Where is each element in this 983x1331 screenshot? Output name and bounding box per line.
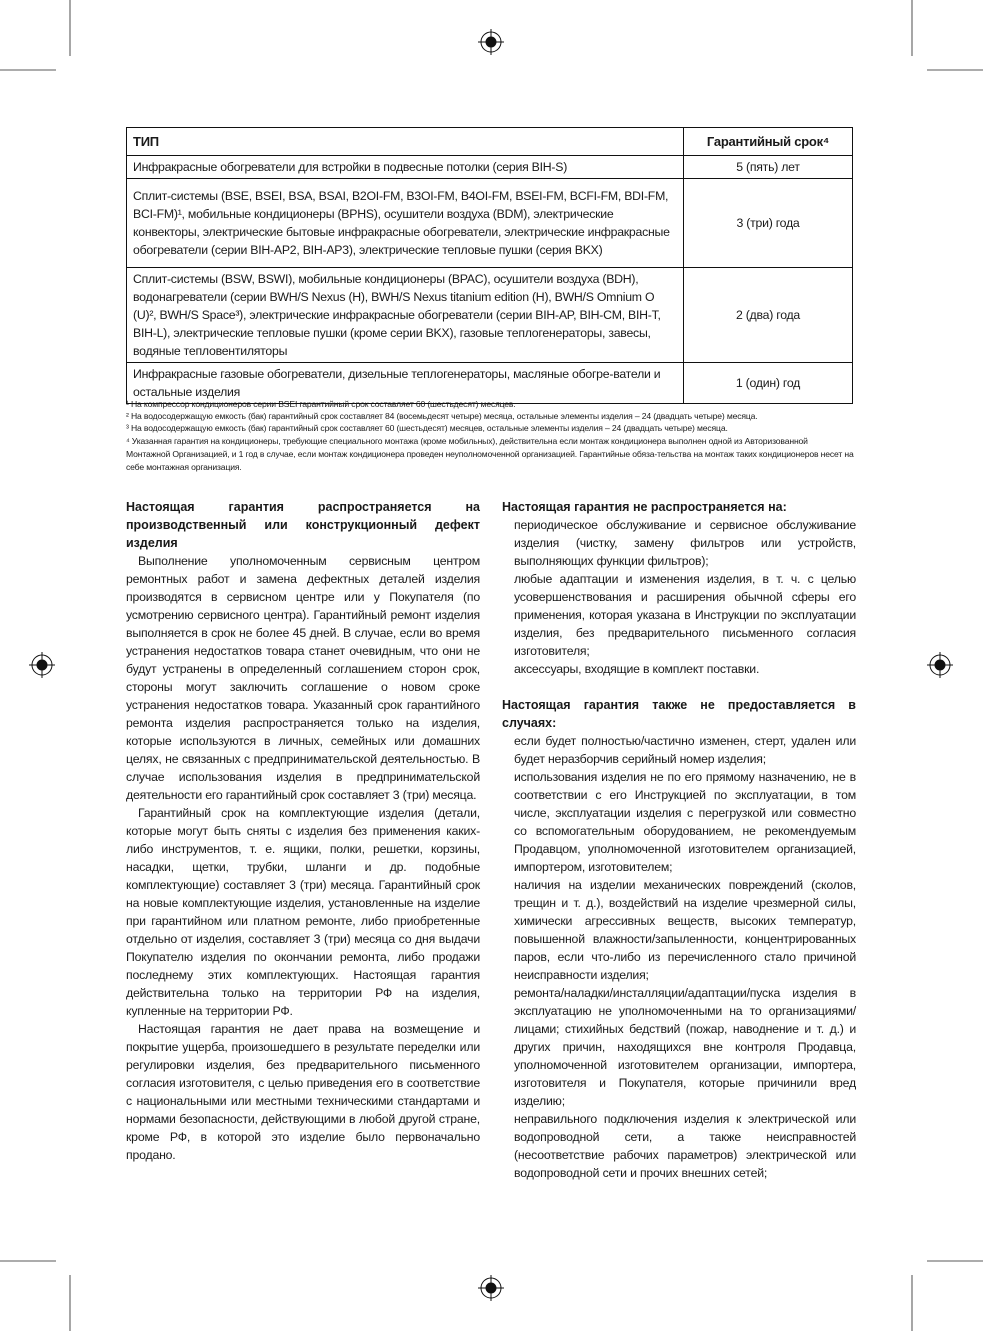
paragraph: Настоящая гарантия не дает права на возмещение и покрытие ущерба, произошедшего в результате переделки или регулировки изделия, без предварительного письменного согласия изготовителя, с целью приведения его в соответствие с национальными или местными техническими стандартами и нормами безопасности, действующими в любой другой стране, кроме РФ, в которой это изделие было первоначально продано.	[126, 1022, 480, 1162]
paragraph: Выполнение уполномоченным сервисным центром ремонтных работ и замена дефектных деталей изделия производятся в сервисном центре или у Покупателя (по усмотрению сервисного центра). Гарантийный ремонт изделия выполняется в срок не более 45 дней. В случае, если во время устранения недостатков товара станет очевидным, что они не будут устранены в определенный соглашением сторон срок, стороны могут заключить соглашение о новом сроке устранения недостатков товара. Указанный срок гарантийного ремонта изделия распространяется только на изделия, которые используются в личных, семейных или домашних целях, не связанных с предпринимательской деятельностью. В случае использования изделия в предпринимательской деятельности его гарантийный срок составляет 3 (три) месяца.	[126, 554, 480, 802]
footnote-3: ³ На водосодержащую емкость (бак) гарантийный срок составляет 60 (шестьдесят) месяцев, остальные элементы изделия – 24 (двадцать четыре) месяца.	[126, 423, 728, 433]
left-column	[126, 498, 480, 1164]
footnotes	[126, 399, 854, 475]
list-item: аксессуары, входящие в комплект поставки.	[514, 662, 760, 676]
list-item: любые адаптации и изменения изделия, в т. ч. с целью усовершенствования и расширения обычной сферы его применения, которая указана в Инструкции по эксплуатации изделия, без предварительного письменного согласия изготовителя;	[514, 572, 856, 658]
section-heading-exclusions: Настоящая гарантия не распространяется на:	[502, 500, 787, 514]
footnote-1: ¹ На компрессор кондиционеров серии BSEI гарантийный срок составляет 60 (шестьдесят) месяцев.	[126, 399, 516, 409]
table-row	[127, 156, 853, 179]
table-row	[127, 363, 853, 404]
list-item: использования изделия не по его прямому назначению, не в соответствии с его Инструкцией по эксплуатации, в том числе, эксплуатации изделия с перегрузкой или совместно со вспомогательным оборудованием, не рекомендуемым Продавцом, уполномоченной изготовителем организацией, импортером, изготовителем;	[514, 770, 856, 874]
section-heading-not-provided: Настоящая гарантия также не предоставляется в случаях:	[502, 698, 856, 730]
product-type-cell: Сплит-системы (BSW, BSWI), мобильные кондиционеры (BPAC), осушители воздуха (BDH), водонагреватели (серии BWH/S Nexus (H), BWH/S Nexus titanium edition (H), BWH/S Omnium O (U)², BWH/S Space³), электрические инфракрасные обогреватели (серии BIH-AP, BIH-CM, BIH-T, BIH-L), электрические тепловые пушки (кроме серии BKX), газовые теплогенераторы, завесы, водяные тепловентиляторы	[127, 268, 684, 363]
list-item: ремонта/наладки/инсталляции/адаптации/пуска изделия в эксплуатацию не уполномоченными на то организациями/лицами; стихийных бедствий (пожар, наводнение и т. д.) и других причин, находящихся вне контроля Продавца, уполномоченной изготовителем организации, импортера, изготовителя и Покупателя, которые причинили вред изделию;	[514, 986, 856, 1108]
product-type-cell: Сплит-системы (BSE, BSEI, BSA, BSAI, B2OI-FM, B3OI-FM, B4OI-FM, BSEI-FM, BCFI-FM, BDI-FM, BCI-FM)¹, мобильные кондиционеры (BPHS), осушители воздуха (BDM), электрические конвекторы, электрические бытовые инфракрасные обогреватели, электрические инфракрасные обогреватели (серии BIH-AP2, BIH-AP3), электрические тепловые пушки (серия BKX)	[127, 179, 684, 268]
table-header-row	[127, 128, 853, 156]
column-header-type: ТИП	[127, 128, 684, 156]
paragraph: Гарантийный срок на комплектующие изделия (детали, которые могут быть сняты с изделия без применения каких-либо инструментов, т. е. ящики, полки, решетки, корзины, насадки, щетки, трубки, шланги и др. подобные комплектующие) составляет 3 (три) месяца. Гарантийный срок на новые комплектующие изделия, установленные на изделие при гарантийном или платном ремонте, либо приобретенные отдельно от изделия, составляет 3 (три) месяца со дня выдачи Покупателю изделия по окончании ремонта, либо продажи последнему этих комплектующих. Настоящая гарантия действительна только на территории РФ на изделия, купленные на территории РФ.	[126, 806, 480, 1018]
warranty-terms-table	[126, 127, 853, 404]
section-heading-coverage: Настоящая гарантия распространяется на производственный или конструкционный дефект изделия	[126, 500, 480, 550]
footnote-4: ⁴ Указанная гарантия на кондиционеры, требующие специального монтажа (кроме мобильных), действительна если монтаж кондиционера выполнен одной из Авторизованной Монтажной Организацией, и 1 год в случае, если монтаж кондиционера проведен неуполномоченной организацией. Гарантийные обяза-тельства на монтаж таких кондиционеров несет на себе монтажная организация.	[126, 436, 854, 472]
warranty-term-cell: 1 (один) год	[684, 363, 853, 404]
right-column	[502, 498, 856, 1182]
column-header-term: Гарантийный срок⁴	[684, 128, 853, 156]
warranty-term-cell: 2 (два) года	[684, 268, 853, 363]
table-row	[127, 268, 853, 363]
footnote-2: ² На водосодержащую емкость (бак) гарантийный срок составляет 84 (восемьдесят четыре) месяца, остальные элементы изделия – 24 (двадцать четыре) месяца.	[126, 411, 758, 421]
list-item: периодическое обслуживание и сервисное обслуживание изделия (чистку, замену фильтров или устройств, выполняющих функции фильтров);	[514, 518, 856, 568]
product-type-cell: Инфракрасные обогреватели для встройки в подвесные потолки (серия BIH-S)	[127, 156, 684, 179]
table-row	[127, 179, 853, 268]
list-item: если будет полностью/частично изменен, стерт, удален или будет неразборчив серийный номер изделия;	[514, 734, 856, 766]
spacer	[502, 678, 856, 696]
warranty-term-cell: 5 (пять) лет	[684, 156, 853, 179]
product-type-cell: Инфракрасные газовые обогреватели, дизельные теплогенераторы, масляные обогре-ватели и остальные изделия	[127, 363, 684, 404]
list-item: неправильного подключения изделия к электрической или водопроводной сети, а также неисправностей (несоответствие рабочих параметров) электрической или водопроводной сети и прочих внешних сетей;	[514, 1112, 856, 1180]
warranty-term-cell: 3 (три) года	[684, 179, 853, 268]
list-item: наличия на изделии механических повреждений (сколов, трещин и т. д.), воздействий на изделие чрезмерной силы, химически агрессивных веществ, высоких температур, повышенной влажности/запыленности, концентрированных паров, если что-либо из перечисленного стало причиной неисправности изделия;	[514, 878, 856, 982]
